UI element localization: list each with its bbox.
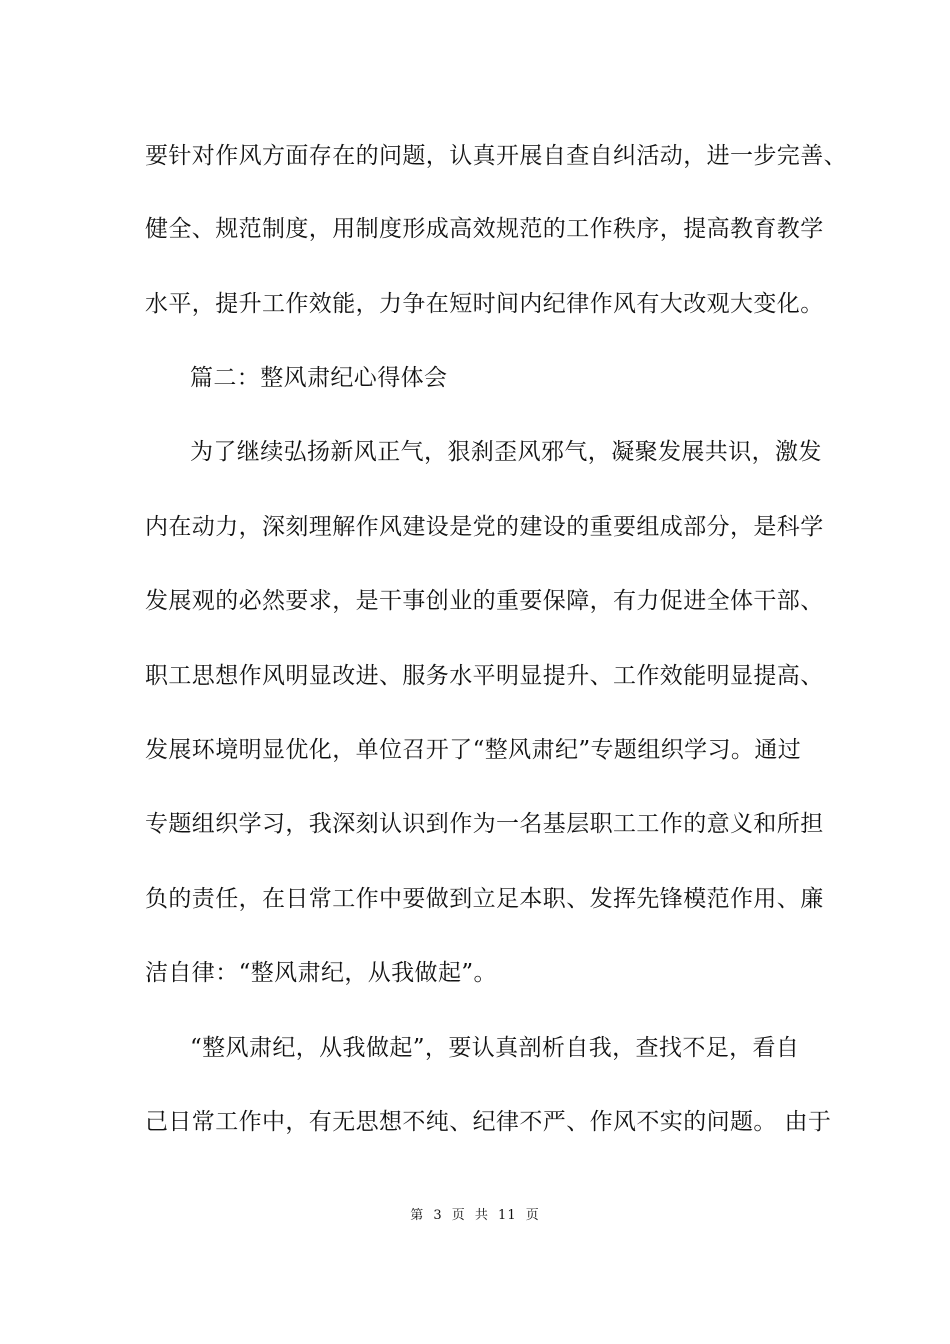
- body-text-line: 健全、规范制度，用制度形成高效规范的工作秩序，提高教育教学: [145, 216, 824, 242]
- body-text-line: 职工思想作风明显改进、服务水平明显提升、工作效能明显提高、: [145, 663, 824, 689]
- body-text-line: 己日常工作中，有无思想不纯、纪律不严、作风不实的问题。 由于: [145, 1109, 832, 1135]
- body-text-line: “整风肃纪，从我做起”，要认真剖析自我，查找不足，看自: [190, 1035, 800, 1061]
- page-number-footer: 第 3 页 共 11 页: [410, 1208, 540, 1223]
- body-text-line: 发展观的必然要求，是干事创业的重要保障，有力促进全体干部、: [145, 588, 824, 614]
- body-text-line: 洁自律：“整风肃纪，从我做起”。: [145, 960, 497, 986]
- body-text-line: 水平，提升工作效能，力争在短时间内纪律作风有大改观大变化。: [145, 291, 824, 317]
- body-text-line: 要针对作风方面存在的问题，认真开展自查自纠活动，进一步完善、: [145, 143, 847, 169]
- section-heading: 篇二：整风肃纪心得体会: [190, 365, 448, 391]
- body-text-line: 专题组织学习，我深刻认识到作为一名基层职工工作的意义和所担: [145, 811, 824, 837]
- body-text-line: 负的责任，在日常工作中要做到立足本职、发挥先锋模范作用、廉: [145, 886, 824, 912]
- body-text-line: 内在动力，深刻理解作风建设是党的建设的重要组成部分，是科学: [145, 514, 824, 540]
- body-text-line: 发展环境明显优化，单位召开了“整风肃纪”专题组织学习。通过: [145, 737, 802, 763]
- body-text-line: 为了继续弘扬新风正气，狠刹歪风邪气，凝聚发展共识，激发: [190, 439, 822, 465]
